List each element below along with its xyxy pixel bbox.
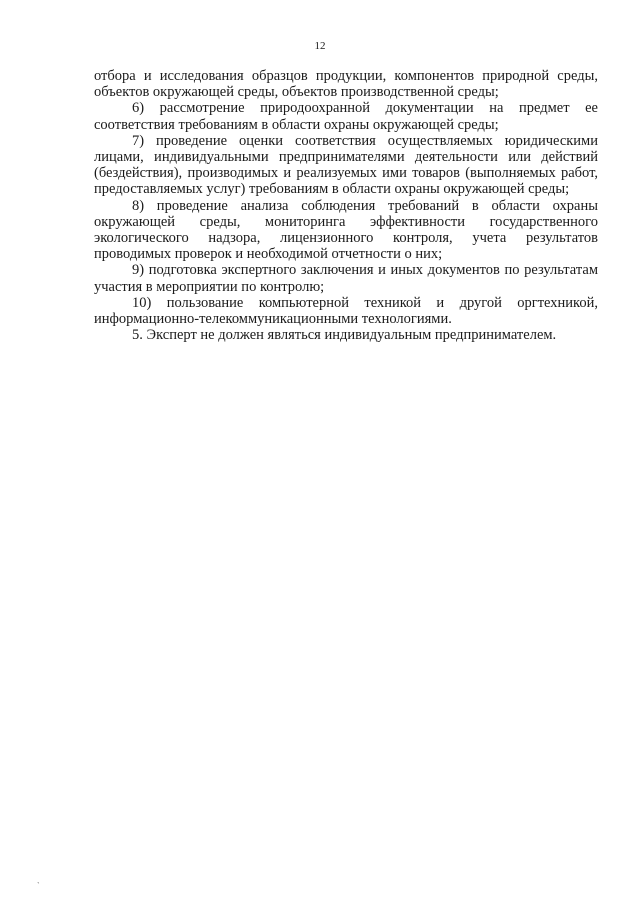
paragraph-item-6: 6) рассмотрение природоохранной документации на предмет ее соответствия требованиям в области охраны окружающей среды; [94, 100, 598, 133]
paragraph-item-8: 8) проведение анализа соблюдения требований в области охраны окружающей среды, мониторинга эффективности государственного экологического надзора, лицензионного контроля, учета результатов проводимых проверок и необходимой отчетности о них; [94, 197, 598, 263]
paragraph-item-9: 9) подготовка экспертного заключения и иных документов по результатам участия в мероприятии по контролю; [94, 262, 598, 295]
paragraph-continuation: отбора и исследования образцов продукции, компонентов природной среды, объектов окружающей среды, объектов производственной среды; [94, 68, 598, 101]
paragraph-section-5: 5. Эксперт не должен являться индивидуальным предпринимателем. [132, 327, 557, 344]
paragraph-item-7: 7) проведение оценки соответствия осуществляемых юридическими лицами, индивидуальными предпринимателями деятельности или действий (бездействия), производимых и реализуемых ими товаров (выполняемых работ, предоставляемых услуг) требованиям в области охраны окружающей среды; [94, 132, 598, 198]
document-body [94, 68, 598, 343]
paragraph-item-10: 10) пользование компьютерной техникой и другой оргтехникой, информационно-телекоммуникационными технологиями. [94, 294, 598, 328]
scan-speck: ` [37, 881, 40, 890]
page-number: 12 [314, 40, 326, 52]
